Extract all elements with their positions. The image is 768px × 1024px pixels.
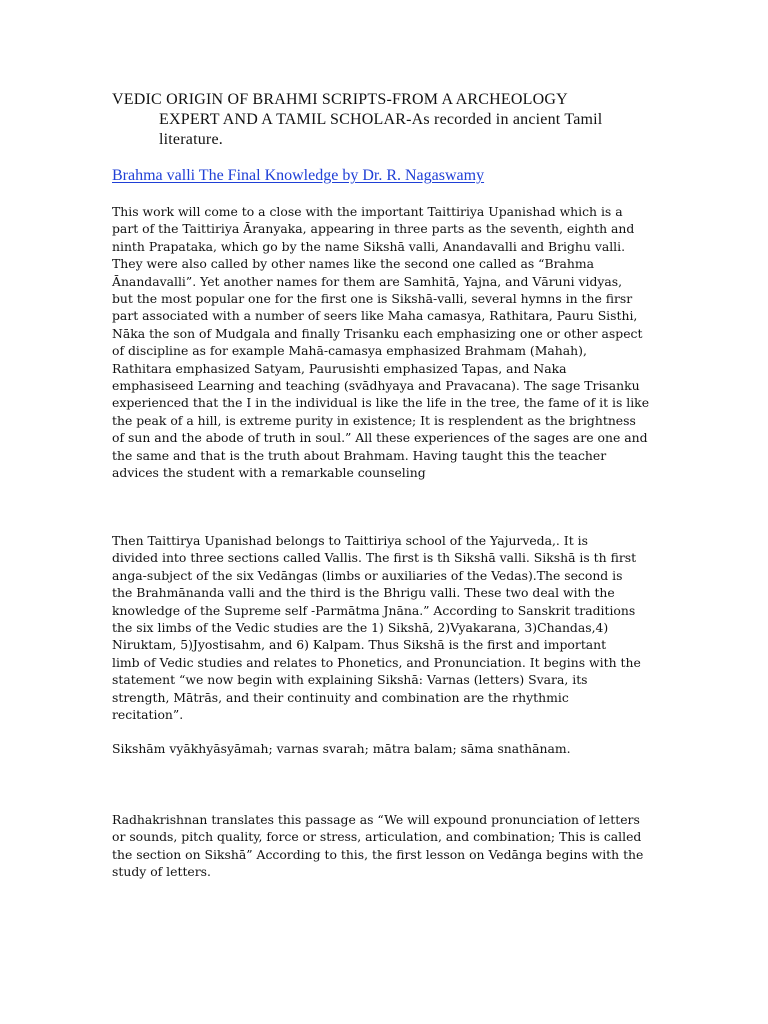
text-line: Ānandavalli”. Yet another names for them are Samhitā, Yajna, and Vāruni vidyas, xyxy=(112,273,623,289)
text-line: of sun and the abode of truth in soul.” All these experiences of the sages are one and xyxy=(112,430,648,446)
text-line: recitation”. xyxy=(112,707,184,723)
paragraph-1 xyxy=(112,203,660,482)
text-line: ninth Prapataka, which go by the name Sikshā valli, Anandavalli and Brighu valli. xyxy=(112,238,626,254)
text-line: of discipline as for example Mahā-camasya emphasized Brahmam (Mahah), xyxy=(112,343,587,359)
document-title xyxy=(112,90,652,150)
text-line: the same and that is the truth about Brahmam. Having taught this the teacher xyxy=(112,447,607,463)
text-line: part associated with a number of seers like Maha camasya, Rathitara, Pauru Sisthi, xyxy=(112,308,638,324)
paragraph-4 xyxy=(112,811,660,881)
text-line: advices the student with a remarkable counseling xyxy=(112,465,426,481)
text-line: the Brahmānanda valli and the third is the Bhrigu valli. These two deal with the xyxy=(112,585,615,601)
text-line: experienced that the I in the individual is like the life in the tree, the fame of it is like xyxy=(112,395,650,411)
text-line: limb of Vedic studies and relates to Phonetics, and Pronunciation. It begins with the xyxy=(112,654,641,670)
text-line: Radhakrishnan translates this passage as “We will expound pronunciation of letters xyxy=(112,812,640,827)
text-line: but the most popular one for the first one is Sikshā-valli, several hymns in the firsr xyxy=(112,291,633,307)
text-line: Rathitara emphasized Satyam, Paurusishti emphasized Tapas, and Naka xyxy=(112,360,567,376)
text-line: statement “we now begin with explaining Sikshā: Varnas (letters) Svara, its xyxy=(112,672,588,688)
text-line: divided into three sections called Vallis. The first is th Sikshā valli. Sikshā is th first xyxy=(112,550,637,566)
text-line: This work will come to a close with the important Taittiriya Upanishad which is a xyxy=(112,204,623,219)
text-line: Niruktam, 5)Jyostisahm, and 6) Kalpam. Thus Sikshā is the first and important xyxy=(112,637,607,653)
title-line-3: literature. xyxy=(159,131,223,148)
text-line: knowledge of the Supreme self -Parmātma Jnāna.” According to Sanskrit traditions xyxy=(112,602,636,618)
text-line: They were also called by other names like the second one called as “Brahma xyxy=(112,256,595,272)
text-line: part of the Taittiriya Āranyaka, appearing in three parts as the seventh, eighth and xyxy=(112,221,635,237)
text-line: strength, Mātrās, and their continuity and combination are the rhythmic xyxy=(112,689,569,705)
paragraph-2 xyxy=(112,532,660,723)
title-line-2: EXPERT AND A TAMIL SCHOLAR-As recorded in ancient Tamil xyxy=(159,111,603,128)
text-line: emphasiseed Learning and teaching (svādhyaya and Pravacana). The sage Trisanku xyxy=(112,378,640,394)
text-line: Sikshām vyākhyāsyāmah; varnas svarah; mātra balam; sāma snathānam. xyxy=(112,741,571,756)
paragraph-3 xyxy=(112,740,660,757)
title-line-1: VEDIC ORIGIN OF BRAHMI SCRIPTS-FROM A ARCHEOLOGY xyxy=(112,91,568,108)
text-line: or sounds, pitch quality, force or stress, articulation, and combination; This is called xyxy=(112,829,642,845)
text-line: study of letters. xyxy=(112,864,211,880)
text-line: Nāka the son of Mudgala and finally Trisanku each emphasizing one or other aspect xyxy=(112,325,643,341)
article-link[interactable]: Brahma valli The Final Knowledge by Dr. R. Nagaswamy xyxy=(112,167,485,184)
text-line: Then Taittirya Upanishad belongs to Taittiriya school of the Yajurveda,. It is xyxy=(112,533,588,548)
text-line: anga-subject of the six Vedāngas (limbs or auxiliaries of the Vedas).The second is xyxy=(112,567,623,583)
text-line: the peak of a hill, is extreme purity in existence; It is resplendent as the brightness xyxy=(112,412,636,428)
text-line: the section on Sikshā” According to this, the first lesson on Vedānga begins with the xyxy=(112,846,644,862)
text-line: the six limbs of the Vedic studies are the 1) Sikshā, 2)Vyakarana, 3)Chandas,4) xyxy=(112,620,609,636)
